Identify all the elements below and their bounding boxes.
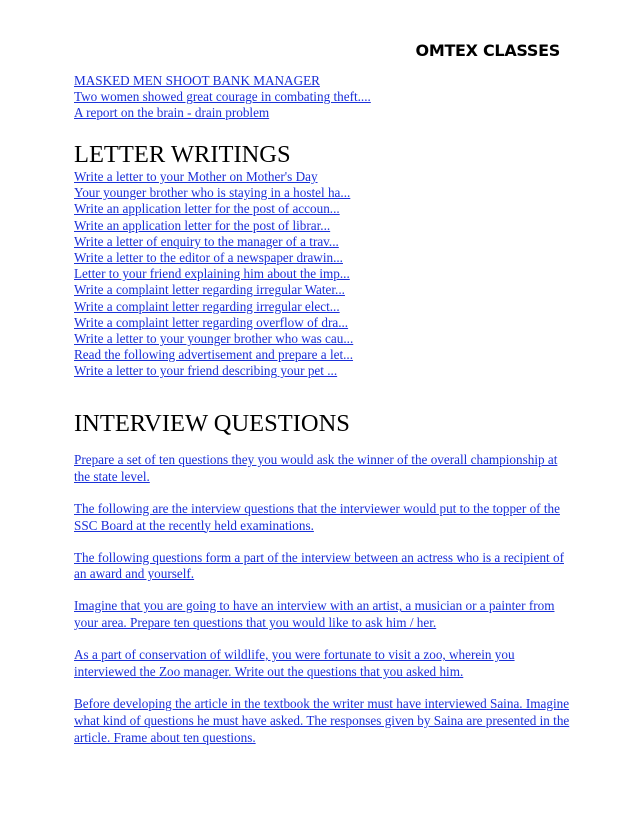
brand-header: OMTEX CLASSES (415, 41, 560, 60)
list-item (74, 105, 371, 121)
letter-link[interactable]: Write a letter to the editor of a newspaper drawin... (74, 250, 343, 266)
section-title-interviews: INTERVIEW QUESTIONS (74, 410, 350, 437)
letter-link[interactable]: Write a complaint letter regarding irregular Water... (74, 282, 345, 298)
list-item (74, 598, 570, 632)
letter-link[interactable]: Write a letter to your Mother on Mother's Day (74, 169, 318, 184)
interview-link[interactable]: Imagine that you are going to have an interview with an artist, a musician or a painter from your area. Prepare ten questions that you would like to ask him / her. (74, 598, 555, 631)
list-item (74, 234, 353, 250)
list-item (74, 501, 570, 535)
interview-link[interactable]: The following questions form a part of the interview between an actress who is a recipient of an award and yourself. (74, 549, 564, 582)
interview-link[interactable]: Prepare a set of ten questions they you would ask the winner of the overall championship at the state level. (74, 452, 558, 484)
interview-link[interactable]: The following are the interview questions that the interviewer would put to the topper of the SSC Board at the recently held examinations. (74, 500, 560, 533)
interview-links-list (74, 452, 570, 761)
article-link[interactable]: MASKED MEN SHOOT BANK MANAGER (74, 73, 320, 88)
interview-link[interactable]: Before developing the article in the textbook the writer must have interviewed Saina. Imagine what kind of questions he must have asked. The responses given by Saina are presented in the article. Frame about ten questions. (74, 695, 570, 745)
letter-links-list (74, 169, 353, 380)
list-item (74, 266, 353, 282)
letter-link[interactable]: Your younger brother who is staying in a hostel ha... (74, 185, 351, 201)
list-item (74, 363, 353, 379)
list-item (74, 647, 570, 681)
list-item (74, 550, 570, 584)
list-item (74, 452, 570, 486)
list-item (74, 347, 353, 363)
list-item (74, 185, 353, 201)
letter-link[interactable]: Write an application letter for the post of librar... (74, 217, 331, 233)
letter-link[interactable]: Read the following advertisement and prepare a let... (74, 347, 354, 363)
letter-link[interactable]: Write a letter to your friend describing your pet ... (74, 363, 338, 379)
letter-link[interactable]: Write a letter of enquiry to the manager of a trav... (74, 233, 339, 249)
article-link[interactable]: A report on the brain - drain problem (74, 105, 270, 121)
list-item (74, 282, 353, 298)
list-item (74, 331, 353, 347)
list-item (74, 250, 353, 266)
article-link[interactable]: Two women showed great courage in combating theft.... (74, 89, 371, 105)
interview-link[interactable]: As a part of conservation of wildlife, you were fortunate to visit a zoo, wherein you interviewed the Zoo manager. Write out the questions that you asked him. (74, 647, 515, 679)
top-links-list (74, 73, 371, 122)
letter-link[interactable]: Write an application letter for the post of accoun... (74, 201, 340, 217)
list-item (74, 315, 353, 331)
list-item (74, 169, 353, 185)
letter-link[interactable]: Write a complaint letter regarding overflow of dra... (74, 314, 349, 330)
list-item (74, 201, 353, 217)
section-title-letters: LETTER WRITINGS (74, 141, 291, 168)
letter-link[interactable]: Write a complaint letter regarding irregular elect... (74, 298, 340, 314)
list-item (74, 73, 371, 89)
list-item (74, 89, 371, 105)
letter-link[interactable]: Letter to your friend explaining him about the imp... (74, 266, 350, 282)
list-item (74, 696, 570, 746)
letter-link[interactable]: Write a letter to your younger brother who was cau... (74, 331, 354, 347)
list-item (74, 218, 353, 234)
list-item (74, 299, 353, 315)
